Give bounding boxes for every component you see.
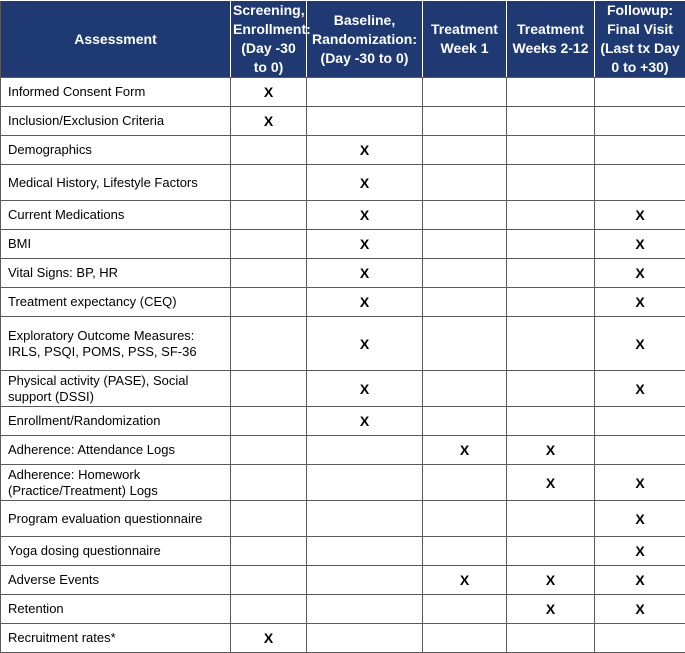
cell-treatment-week-1 [423, 407, 507, 436]
row-label: Informed Consent Form [1, 78, 231, 107]
table-row [1, 371, 685, 407]
row-label: Physical activity (PASE), Social support (DSSI) [1, 371, 231, 407]
cell-treatment-weeks-2-12 [507, 288, 595, 317]
cell-treatment-week-1 [423, 537, 507, 566]
cell-treatment-weeks-2-12 [507, 136, 595, 165]
cell-screening [231, 165, 307, 201]
cell-baseline: X [307, 371, 423, 407]
row-label: Program evaluation questionnaire [1, 501, 231, 537]
cell-baseline [307, 465, 423, 501]
table-row [1, 465, 685, 501]
cell-baseline [307, 537, 423, 566]
table-row [1, 501, 685, 537]
cell-treatment-weeks-2-12: X [507, 566, 595, 595]
cell-treatment-week-1 [423, 595, 507, 624]
cell-treatment-weeks-2-12 [507, 107, 595, 136]
cell-followup: X [595, 566, 685, 595]
cell-screening: X [231, 107, 307, 136]
cell-baseline [307, 436, 423, 465]
cell-screening [231, 595, 307, 624]
cell-treatment-weeks-2-12 [507, 230, 595, 259]
cell-treatment-week-1 [423, 230, 507, 259]
cell-treatment-weeks-2-12 [507, 78, 595, 107]
header-screening: Screening, Enrollment: (Day -30 to 0) [231, 1, 307, 78]
row-label: Medical History, Lifestyle Factors [1, 165, 231, 201]
cell-treatment-week-1 [423, 501, 507, 537]
cell-treatment-week-1 [423, 107, 507, 136]
cell-followup: X [595, 230, 685, 259]
table-row [1, 259, 685, 288]
table-body [1, 78, 685, 653]
cell-baseline [307, 624, 423, 653]
row-label: Vital Signs: BP, HR [1, 259, 231, 288]
cell-baseline: X [307, 165, 423, 201]
cell-screening [231, 201, 307, 230]
header-followup: Followup: Final Visit (Last tx Day 0 to +30) [595, 1, 685, 78]
cell-followup [595, 136, 685, 165]
cell-treatment-week-1 [423, 165, 507, 201]
row-label: Demographics [1, 136, 231, 165]
row-label: Current Medications [1, 201, 231, 230]
row-label: Inclusion/Exclusion Criteria [1, 107, 231, 136]
row-label: BMI [1, 230, 231, 259]
cell-screening [231, 317, 307, 371]
cell-screening [231, 259, 307, 288]
table-row [1, 624, 685, 653]
cell-treatment-week-1 [423, 317, 507, 371]
cell-followup [595, 107, 685, 136]
table-row [1, 230, 685, 259]
table-row [1, 317, 685, 371]
table-row [1, 595, 685, 624]
cell-followup: X [595, 259, 685, 288]
cell-treatment-week-1 [423, 201, 507, 230]
cell-screening [231, 136, 307, 165]
table-row [1, 288, 685, 317]
table-row [1, 407, 685, 436]
cell-treatment-weeks-2-12: X [507, 436, 595, 465]
cell-followup: X [595, 465, 685, 501]
cell-treatment-weeks-2-12: X [507, 465, 595, 501]
cell-treatment-weeks-2-12 [507, 259, 595, 288]
cell-treatment-week-1: X [423, 436, 507, 465]
table-row [1, 436, 685, 465]
cell-baseline: X [307, 136, 423, 165]
table-row [1, 78, 685, 107]
cell-followup [595, 165, 685, 201]
cell-followup [595, 407, 685, 436]
cell-baseline [307, 107, 423, 136]
cell-treatment-week-1 [423, 259, 507, 288]
header-row [1, 1, 685, 78]
cell-baseline: X [307, 259, 423, 288]
cell-screening [231, 407, 307, 436]
cell-treatment-week-1 [423, 624, 507, 653]
cell-screening [231, 436, 307, 465]
table-row [1, 537, 685, 566]
cell-treatment-weeks-2-12 [507, 371, 595, 407]
cell-followup: X [595, 201, 685, 230]
cell-treatment-week-1 [423, 288, 507, 317]
row-label: Exploratory Outcome Measures: IRLS, PSQI, POMS, PSS, SF-36 [1, 317, 231, 371]
cell-screening: X [231, 624, 307, 653]
row-label: Adverse Events [1, 566, 231, 595]
header-treatment-weeks-2-12: Treatment Weeks 2-12 [507, 1, 595, 78]
cell-treatment-weeks-2-12 [507, 624, 595, 653]
cell-followup: X [595, 288, 685, 317]
header-assessment: Assessment [1, 1, 231, 78]
row-label: Yoga dosing questionnaire [1, 537, 231, 566]
cell-screening [231, 537, 307, 566]
cell-treatment-weeks-2-12 [507, 201, 595, 230]
table-row [1, 201, 685, 230]
cell-screening [231, 501, 307, 537]
row-label: Adherence: Homework (Practice/Treatment) Logs [1, 465, 231, 501]
table-row [1, 165, 685, 201]
row-label: Recruitment rates* [1, 624, 231, 653]
cell-treatment-weeks-2-12 [507, 317, 595, 371]
cell-screening [231, 566, 307, 595]
cell-followup: X [595, 371, 685, 407]
cell-baseline: X [307, 407, 423, 436]
cell-baseline: X [307, 230, 423, 259]
cell-screening [231, 371, 307, 407]
cell-treatment-week-1 [423, 465, 507, 501]
cell-screening [231, 288, 307, 317]
row-label: Adherence: Attendance Logs [1, 436, 231, 465]
cell-treatment-weeks-2-12 [507, 165, 595, 201]
cell-baseline: X [307, 288, 423, 317]
row-label: Enrollment/Randomization [1, 407, 231, 436]
cell-baseline: X [307, 201, 423, 230]
cell-followup [595, 436, 685, 465]
cell-screening [231, 465, 307, 501]
cell-baseline: X [307, 317, 423, 371]
cell-followup [595, 624, 685, 653]
table-row [1, 136, 685, 165]
cell-treatment-weeks-2-12 [507, 407, 595, 436]
cell-treatment-week-1 [423, 136, 507, 165]
cell-treatment-week-1 [423, 78, 507, 107]
cell-followup: X [595, 501, 685, 537]
table-row [1, 107, 685, 136]
cell-screening [231, 230, 307, 259]
cell-screening: X [231, 78, 307, 107]
cell-treatment-weeks-2-12 [507, 501, 595, 537]
cell-treatment-week-1 [423, 371, 507, 407]
cell-followup: X [595, 537, 685, 566]
row-label: Retention [1, 595, 231, 624]
table-row [1, 566, 685, 595]
cell-followup: X [595, 317, 685, 371]
cell-baseline [307, 501, 423, 537]
row-label: Treatment expectancy (CEQ) [1, 288, 231, 317]
cell-baseline [307, 566, 423, 595]
header-baseline: Baseline, Randomization: (Day -30 to 0) [307, 1, 423, 78]
header-treatment-week-1: Treatment Week 1 [423, 1, 507, 78]
cell-treatment-week-1: X [423, 566, 507, 595]
cell-followup [595, 78, 685, 107]
cell-treatment-weeks-2-12: X [507, 595, 595, 624]
cell-treatment-weeks-2-12 [507, 537, 595, 566]
cell-baseline [307, 595, 423, 624]
cell-followup: X [595, 595, 685, 624]
cell-baseline [307, 78, 423, 107]
